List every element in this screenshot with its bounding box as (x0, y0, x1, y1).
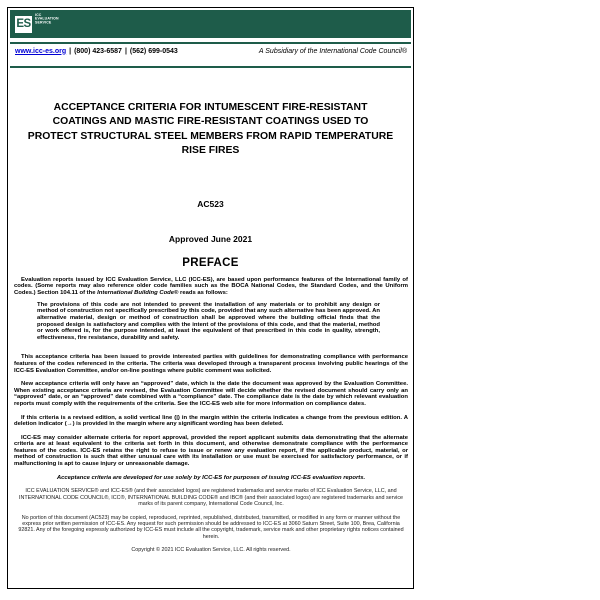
icc-es-logo (15, 16, 32, 33)
preface-paragraph-1 (14, 277, 408, 297)
phone-number-1: (800) 423-6587 (74, 47, 122, 55)
usage-notice: Acceptance criteria are developed for use solely by ICC-ES for purposes of issuing ICC-ES evaluation reports. (56, 474, 366, 481)
contact-divider-2: | (124, 47, 127, 55)
website-link[interactable]: www.icc-es.org (15, 47, 67, 55)
code-section-quote: The provisions of this code are not intended to prevent the installation of any materials or to prohibit any design or method of construction not specifically prescribed by this code, provided that any such alternative has been approved. An alternative material, design or method of construction shall be approved where the building official finds that the proposed design is satisfactory and complies with the intent of the provisions of this code, and that the material, method or work offered is, for the purpose intended, at least the equivalent of that prescribed in this code in quality, strength, effectiveness, fire resistance, durability and safety. (37, 301, 380, 341)
phone-number-2: (562) 699-0543 (129, 47, 178, 55)
header-rule-bottom (10, 66, 411, 68)
permission-notice: No portion of this document (AC523) may be copied, reproduced, reprinted, republished, distributed, transmitted, or modified in any form or manner without the express prior written permission of ICC-ES. Any request for such permission should be addressed to ICC-ES at 3060 Saturn Street, Suite 100, Brea, California 92821. Any of the foregoing expressly authorized by ICC-ES must include all the copyright, trademark, service mark and other proprietary rights notices contained herein. (18, 514, 404, 540)
logo-org-name (35, 13, 95, 35)
icc-es-banner (10, 10, 411, 38)
subsidiary-note: A Subsidiary of the International Code Council® (258, 47, 407, 55)
copyright-line: Copyright © 2021 ICC Evaluation Service, LLC. All rights reserved. (131, 546, 291, 553)
preface-paragraph-3: New acceptance criteria will only have an “approved” date, which is the date the document was approved by the Evaluation Committee. When existing acceptance criteria are revised, the Evaluation Committee will decide whether the revised document should carry only an “approved” date, or an “approved” date combined with a “compliance” date. The compliance date is the date by which relevant evaluation reports must comply with the requirements of the criteria. See the ICC-ES web site for more information on compliance dates. (14, 381, 408, 407)
logo-org-line-1: ICC (35, 13, 42, 17)
contact-divider-1: | (69, 47, 72, 55)
logo-org-line-3: SERVICE (35, 20, 52, 25)
trademark-notice: ICC EVALUATION SERVICE® and ICC-ES® (and their associated logos) are registered trademarks and service marks of ICC Evaluation Service, LLC, and INTERNATIONAL CODE COUNCIL®, ICC®, INTERNATIONAL BUILDING CODE® and IBC® (and their associated logos) are registered trademarks and service marks of its parent company, International Code Council, Inc. (18, 488, 404, 507)
logo-org-line-2: EVALUATION (35, 17, 59, 21)
paragraph-text: Evaluation reports issued by ICC Evaluation Service, LLC (ICC-ES), are based upon performance features of the International family of codes. (Some reports may also reference older code families such as the BOCA National Codes, the Standard Codes, and the Uniform Codes.) Section 104.11 of the (14, 276, 408, 296)
document-title: ACCEPTANCE CRITERIA FOR INTUMESCENT FIRE-RESISTANT COATINGS AND MASTIC FIRE-RESISTANT COATINGS USED TO PROTECT STRUCTURAL STEEL MEMBERS FROM RAPID TEMPERATURE RISE FIRES (27, 101, 394, 156)
contact-info (15, 48, 178, 56)
document-number: AC523 (197, 198, 224, 209)
paragraph-text: reads as follows: (178, 289, 228, 296)
preface-paragraph-2: This acceptance criteria has been issued to provide interested parties with guidelines for demonstrating compliance with performance features of the codes referenced in the criteria. The criteria was developed through a transparent process involving public hearings of the ICC-ES Evaluation Committee, and/or on-line postings where public comment was solicited. (14, 354, 408, 374)
preface-heading: PREFACE (182, 256, 239, 269)
approved-date: Approved June 2021 (168, 233, 253, 244)
logo-monogram: ES (16, 18, 31, 30)
code-title-italic: International Building Code® (97, 289, 179, 296)
preface-paragraph-5: ICC-ES may consider alternate criteria for report approval, provided the report applicant submits data demonstrating that the alternate criteria are at least equivalent to the criteria set forth in this document, and otherwise demonstrate compliance with the performance features of the codes. ICC-ES retains the right to refuse to issue or renew any evaluation report, if the applicable product, material, or method of construction is such that either unusual care with its installation or use must be exercised for satisfactory performance, or if malfunctioning is apt to cause injury or unreasonable damage. (14, 434, 408, 468)
contact-bar (10, 44, 411, 59)
preface-body (8, 277, 413, 554)
document-page (7, 7, 414, 589)
preface-paragraph-4: If this criteria is a revised edition, a solid vertical line (|) in the margin within the criteria indicates a change from the previous edition. A deletion indicator (→) is provided in the margin where any significant wording has been deleted. (14, 414, 408, 428)
